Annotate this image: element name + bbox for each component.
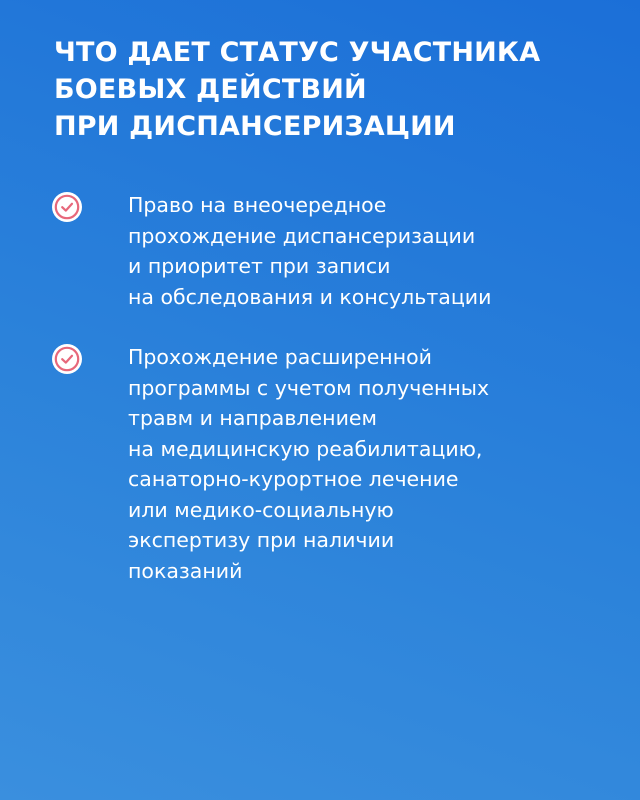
headline-line: БОЕВЫХ ДЕЙСТВИЙ — [54, 74, 367, 105]
benefit-line: программы с учетом полученных — [128, 375, 490, 400]
benefit-line: прохождение диспансеризации — [128, 223, 476, 248]
benefit-line: на медицинскую реабилитацию, — [128, 436, 483, 461]
benefit-line: Право на внеочередное — [128, 193, 387, 217]
headline-line: ЧТО ДАЕТ СТАТУС УЧАСТНИКА — [54, 37, 541, 68]
check-circle-icon — [52, 192, 82, 222]
benefit-line: показаний — [128, 558, 243, 583]
benefit-line: санаторно-курортное лечение — [128, 467, 459, 491]
benefit-line: или медико-социальную — [128, 497, 394, 522]
headline-line: ПРИ ДИСПАНСЕРИЗАЦИИ — [54, 111, 456, 142]
benefit-line: и приоритет при записи — [128, 254, 391, 278]
benefit-text — [128, 342, 588, 586]
check-circle-icon — [52, 344, 82, 374]
benefit-line: экспертизу при наличии — [128, 528, 395, 552]
benefit-line: травм и направлением — [128, 406, 377, 430]
benefit-text — [128, 190, 588, 312]
benefit-line: Прохождение расширенной — [128, 345, 432, 369]
headline — [54, 34, 614, 145]
benefit-line: на обследования и консультации — [128, 284, 492, 309]
